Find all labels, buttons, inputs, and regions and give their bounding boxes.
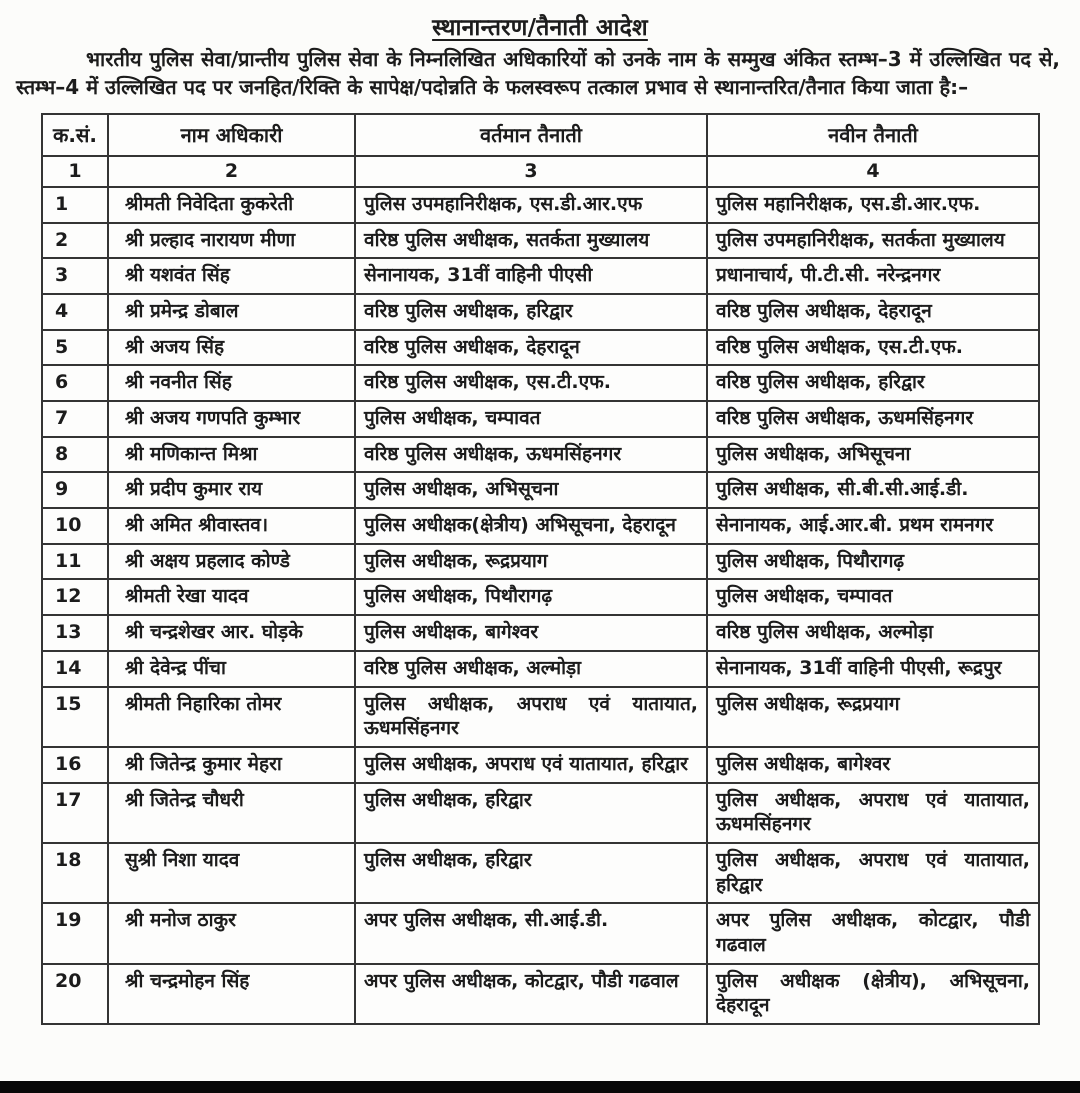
- column-number-3: 3: [355, 156, 707, 187]
- cell-new-posting: वरिष्ठ पुलिस अधीक्षक, देहरादून: [707, 294, 1039, 330]
- scan-artifact-bar: [0, 1081, 1080, 1093]
- table-row: [42, 401, 1039, 437]
- cell-new-posting: पुलिस अधीक्षक, अपराध एवं यातायात, हरिद्वार: [707, 843, 1039, 903]
- cell-officer-name: श्री अजय गणपति कुम्भार: [108, 401, 355, 437]
- transfer-table: [41, 113, 1040, 1025]
- table-row: [42, 365, 1039, 401]
- header-serial-number: क.सं.: [42, 114, 108, 156]
- cell-new-posting: वरिष्ठ पुलिस अधीक्षक, हरिद्वार: [707, 365, 1039, 401]
- cell-officer-name: श्री अमित श्रीवास्तव।: [108, 508, 355, 544]
- cell-current-posting: वरिष्ठ पुलिस अधीक्षक, ऊधमसिंहनगर: [355, 437, 707, 473]
- cell-officer-name: श्री जितेन्द्र कुमार मेहरा: [108, 747, 355, 783]
- cell-new-posting: पुलिस अधीक्षक, अभिसूचना: [707, 437, 1039, 473]
- cell-serial-number: 5: [42, 330, 108, 366]
- page-title-text: स्थानान्तरण/तैनाती आदेश: [432, 15, 648, 41]
- table-row: [42, 651, 1039, 687]
- cell-officer-name: श्री प्रदीप कुमार राय: [108, 472, 355, 508]
- cell-serial-number: 8: [42, 437, 108, 473]
- cell-serial-number: 7: [42, 401, 108, 437]
- intro-paragraph: भारतीय पुलिस सेवा/प्रान्तीय पुलिस सेवा के निम्नलिखित अधिकारियों को उनके नाम के सम्मुख अंकित स्तम्भ–3 में उल्लिखित पद से, स्तम्भ–4 में उल्लिखित पद पर जनहित/रिक्ति के सापेक्ष/पदोन्नति के फलस्वरूप तत्काल प्रभाव से स्थानान्तरित/तैनात किया जाता है:–: [16, 47, 1060, 99]
- cell-current-posting: वरिष्ठ पुलिस अधीक्षक, अल्मोड़ा: [355, 651, 707, 687]
- header-new-posting: नवीन तैनाती: [707, 114, 1039, 156]
- header-current-posting: वर्तमान तैनाती: [355, 114, 707, 156]
- cell-current-posting: सेनानायक, 31वीं वाहिनी पीएसी: [355, 258, 707, 294]
- cell-officer-name: श्री मणिकान्त मिश्रा: [108, 437, 355, 473]
- cell-serial-number: 1: [42, 187, 108, 223]
- cell-serial-number: 18: [42, 843, 108, 903]
- cell-current-posting: पुलिस अधीक्षक, रूद्रप्रयाग: [355, 544, 707, 580]
- cell-officer-name: श्री नवनीत सिंह: [108, 365, 355, 401]
- cell-officer-name: श्री देवेन्द्र पींचा: [108, 651, 355, 687]
- table-row: [42, 579, 1039, 615]
- cell-serial-number: 11: [42, 544, 108, 580]
- table-row: [42, 294, 1039, 330]
- cell-current-posting: वरिष्ठ पुलिस अधीक्षक, सतर्कता मुख्यालय: [355, 223, 707, 259]
- column-number-row: [42, 156, 1039, 187]
- cell-current-posting: वरिष्ठ पुलिस अधीक्षक, हरिद्वार: [355, 294, 707, 330]
- column-number-2: 2: [108, 156, 355, 187]
- cell-new-posting: पुलिस अधीक्षक, बागेश्वर: [707, 747, 1039, 783]
- cell-new-posting: पुलिस उपमहानिरीक्षक, सतर्कता मुख्यालय: [707, 223, 1039, 259]
- cell-officer-name: श्रीमती रेखा यादव: [108, 579, 355, 615]
- cell-new-posting: सेनानायक, आई.आर.बी. प्रथम रामनगर: [707, 508, 1039, 544]
- cell-serial-number: 9: [42, 472, 108, 508]
- table-row: [42, 187, 1039, 223]
- header-officer-name: नाम अधिकारी: [108, 114, 355, 156]
- cell-current-posting: पुलिस अधीक्षक, अभिसूचना: [355, 472, 707, 508]
- table-row: [42, 615, 1039, 651]
- cell-new-posting: वरिष्ठ पुलिस अधीक्षक, ऊधमसिंहनगर: [707, 401, 1039, 437]
- cell-officer-name: श्री अजय सिंह: [108, 330, 355, 366]
- cell-current-posting: अपर पुलिस अधीक्षक, सी.आई.डी.: [355, 903, 707, 963]
- cell-officer-name: श्री जितेन्द्र चौधरी: [108, 783, 355, 843]
- table-row: [42, 687, 1039, 747]
- table-row: [42, 508, 1039, 544]
- cell-officer-name: श्री प्रमेन्द्र डोबाल: [108, 294, 355, 330]
- cell-new-posting: पुलिस अधीक्षक, पिथौरागढ़: [707, 544, 1039, 580]
- cell-serial-number: 16: [42, 747, 108, 783]
- cell-officer-name: श्री अक्षय प्रहलाद कोण्डे: [108, 544, 355, 580]
- cell-current-posting: अपर पुलिस अधीक्षक, कोटद्वार, पौडी गढवाल: [355, 964, 707, 1024]
- cell-current-posting: पुलिस अधीक्षक(क्षेत्रीय) अभिसूचना, देहरादून: [355, 508, 707, 544]
- cell-new-posting: वरिष्ठ पुलिस अधीक्षक, एस.टी.एफ.: [707, 330, 1039, 366]
- cell-serial-number: 13: [42, 615, 108, 651]
- cell-serial-number: 19: [42, 903, 108, 963]
- cell-current-posting: पुलिस अधीक्षक, चम्पावत: [355, 401, 707, 437]
- cell-serial-number: 4: [42, 294, 108, 330]
- cell-current-posting: पुलिस अधीक्षक, हरिद्वार: [355, 843, 707, 903]
- cell-new-posting: पुलिस अधीक्षक, रूद्रप्रयाग: [707, 687, 1039, 747]
- cell-officer-name: श्री यशवंत सिंह: [108, 258, 355, 294]
- cell-serial-number: 15: [42, 687, 108, 747]
- table-row: [42, 783, 1039, 843]
- cell-current-posting: पुलिस अधीक्षक, बागेश्वर: [355, 615, 707, 651]
- table-row: [42, 437, 1039, 473]
- cell-current-posting: पुलिस अधीक्षक, पिथौरागढ़: [355, 579, 707, 615]
- cell-new-posting: अपर पुलिस अधीक्षक, कोटद्वार, पौडी गढवाल: [707, 903, 1039, 963]
- table-row: [42, 330, 1039, 366]
- cell-serial-number: 10: [42, 508, 108, 544]
- cell-serial-number: 12: [42, 579, 108, 615]
- cell-new-posting: प्रधानाचार्य, पी.टी.सी. नरेन्द्रनगर: [707, 258, 1039, 294]
- cell-current-posting: पुलिस उपमहानिरीक्षक, एस.डी.आर.एफ: [355, 187, 707, 223]
- column-number-1: 1: [42, 156, 108, 187]
- cell-serial-number: 2: [42, 223, 108, 259]
- cell-serial-number: 6: [42, 365, 108, 401]
- cell-serial-number: 3: [42, 258, 108, 294]
- table-row: [42, 544, 1039, 580]
- cell-officer-name: श्री मनोज ठाकुर: [108, 903, 355, 963]
- cell-officer-name: श्रीमती निवेदिता कुकरेती: [108, 187, 355, 223]
- cell-new-posting: पुलिस अधीक्षक, अपराध एवं यातायात, ऊधमसिंहनगर: [707, 783, 1039, 843]
- cell-current-posting: वरिष्ठ पुलिस अधीक्षक, एस.टी.एफ.: [355, 365, 707, 401]
- cell-new-posting: पुलिस अधीक्षक, सी.बी.सी.आई.डी.: [707, 472, 1039, 508]
- transfer-table-body: [42, 187, 1039, 1024]
- cell-new-posting: पुलिस अधीक्षक, चम्पावत: [707, 579, 1039, 615]
- cell-current-posting: पुलिस अधीक्षक, अपराध एवं यातायात, ऊधमसिंहनगर: [355, 687, 707, 747]
- table-row: [42, 903, 1039, 963]
- page-title: [0, 10, 1080, 42]
- column-number-4: 4: [707, 156, 1039, 187]
- cell-new-posting: वरिष्ठ पुलिस अधीक्षक, अल्मोड़ा: [707, 615, 1039, 651]
- cell-officer-name: श्री प्रल्हाद नारायण मीणा: [108, 223, 355, 259]
- cell-new-posting: सेनानायक, 31वीं वाहिनी पीएसी, रूद्रपुर: [707, 651, 1039, 687]
- table-row: [42, 747, 1039, 783]
- cell-serial-number: 14: [42, 651, 108, 687]
- table-row: [42, 472, 1039, 508]
- cell-officer-name: सुश्री निशा यादव: [108, 843, 355, 903]
- cell-current-posting: पुलिस अधीक्षक, अपराध एवं यातायात, हरिद्वार: [355, 747, 707, 783]
- table-row: [42, 843, 1039, 903]
- cell-new-posting: पुलिस महानिरीक्षक, एस.डी.आर.एफ.: [707, 187, 1039, 223]
- cell-officer-name: श्रीमती निहारिका तोमर: [108, 687, 355, 747]
- cell-officer-name: श्री चन्द्रमोहन सिंह: [108, 964, 355, 1024]
- table-row: [42, 258, 1039, 294]
- table-header-row: [42, 114, 1039, 156]
- cell-current-posting: पुलिस अधीक्षक, हरिद्वार: [355, 783, 707, 843]
- cell-new-posting: पुलिस अधीक्षक (क्षेत्रीय), अभिसूचना, देहरादून: [707, 964, 1039, 1024]
- cell-serial-number: 17: [42, 783, 108, 843]
- table-row: [42, 964, 1039, 1024]
- cell-officer-name: श्री चन्द्रशेखर आर. घोड़के: [108, 615, 355, 651]
- table-row: [42, 223, 1039, 259]
- cell-serial-number: 20: [42, 964, 108, 1024]
- cell-current-posting: वरिष्ठ पुलिस अधीक्षक, देहरादून: [355, 330, 707, 366]
